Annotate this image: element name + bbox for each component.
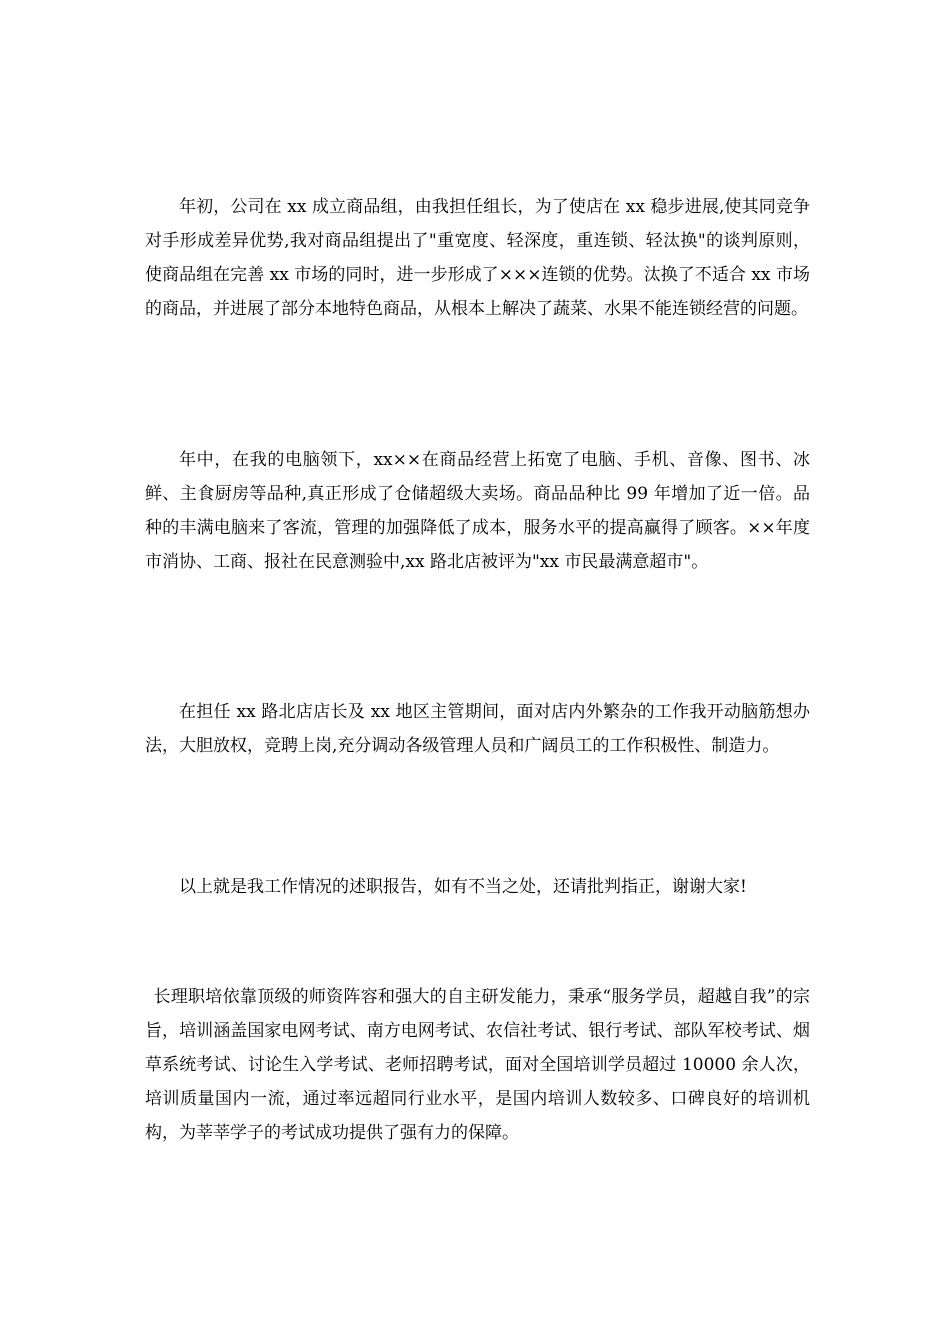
paragraph-product-expansion: 年中，在我的电脑领下，xx××在商品经营上拓宽了电脑、手机、音像、图书、冰鲜、主食厨房等品种,真正形成了仓储超级大卖场。商品品种比 99 年增加了近一倍。品种的丰满电脑来了客流，管理的加强降低了成本，服务水平的提高赢得了顾客。××年度市消协、工商、报社在民意测验中,xx 路北店被评为"xx 市民最满意超市"。 xyxy=(145,450,810,572)
paragraph-training-promo: 长理职培依靠顶级的师资阵容和强大的自主研发能力，秉承“服务学员，超越自我”的宗旨，培训涵盖国家电网考试、南方电网考试、农信社考试、银行考试、部队军校考试、烟草系统考试、讨论生入学考试、老师招聘考试，面对全国培训学员超过 10000 余人次，培训质量国内一流，通过率远超同行业水平，是国内培训人数较多、口碑良好的培训机构，为莘莘学子的考试成功提供了强有力的保障。 xyxy=(145,987,810,1143)
paragraph-closing: 以上就是我工作情况的述职报告，如有不当之处，还请批判指正，谢谢大家! xyxy=(179,877,747,897)
paragraph-store-management: 在担任 xx 路北店店长及 xx 地区主管期间，面对店内外繁杂的工作我开动脑筋想办法，大胆放权，竞聘上岗,充分调动各级管理人员和广阔员工的工作积极性、制造力。 xyxy=(145,702,810,756)
paragraph-product-group: 年初，公司在 xx 成立商品组，由我担任组长，为了使店在 xx 稳步进展,使其同竞争对手形成差异优势,我对商品组提出了"重宽度、轻深度，重连锁、轻汰换"的谈判原则，使商品组在完善 xx 市场的同时，进一步形成了×××连锁的优势。汰换了不适合 xx 市场的商品，并进展了部分本地特色商品，从根本上解决了蔬菜、水果不能连锁经营的问题。 xyxy=(145,197,810,319)
